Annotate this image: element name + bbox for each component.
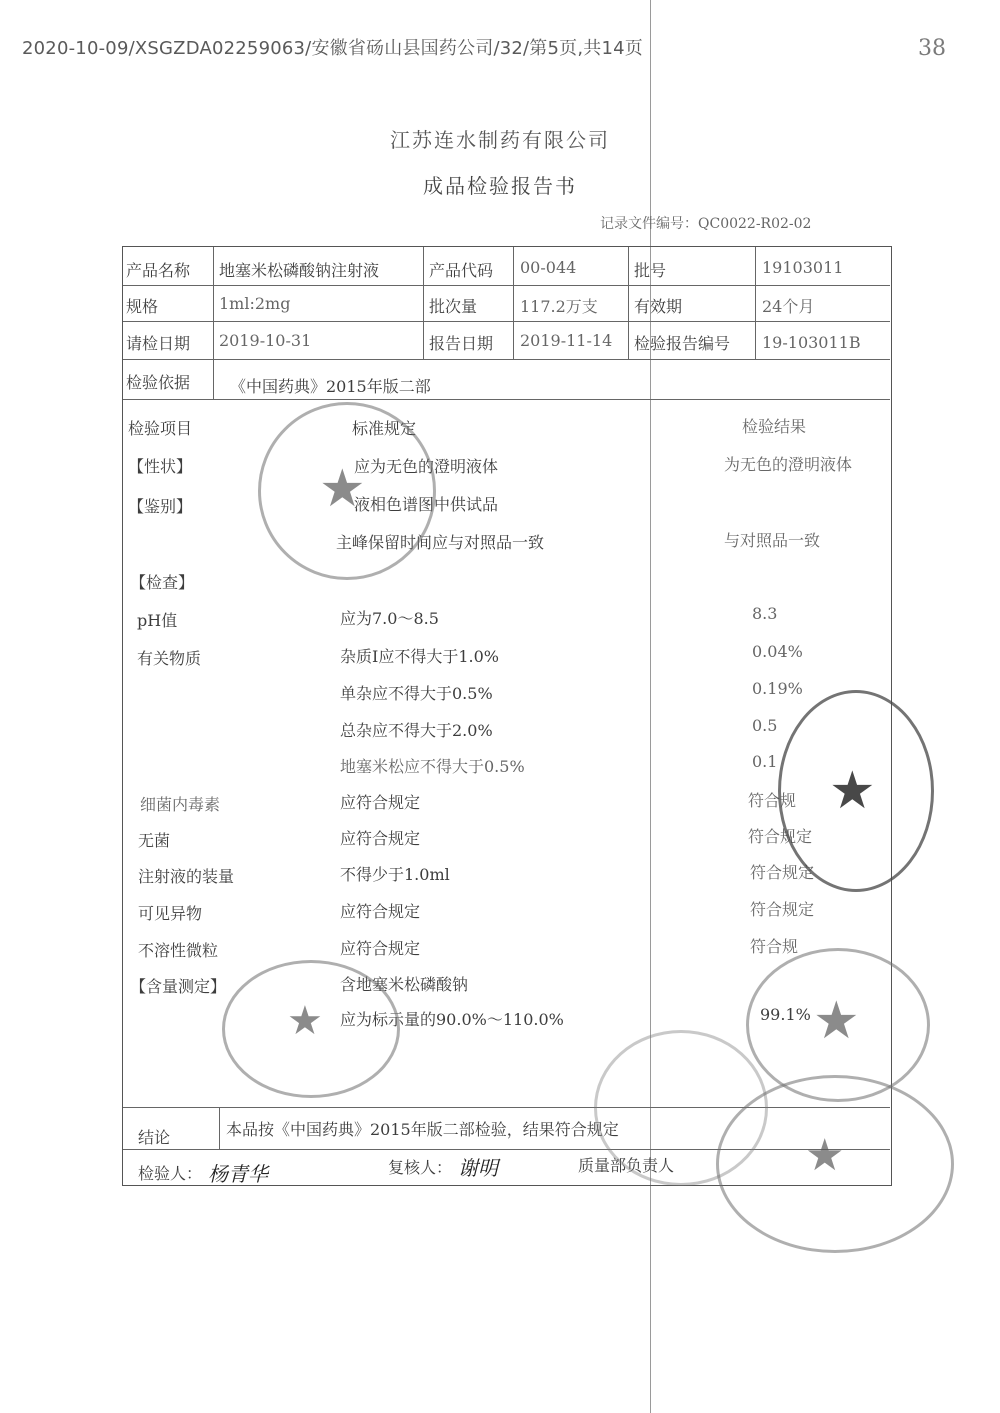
row-standard: 应符合规定 xyxy=(340,939,421,958)
product-name-value: 地塞米松磷酸钠注射液 xyxy=(219,261,380,280)
row-standard: 液相色谱图中供试品 xyxy=(354,495,499,514)
report-date-label: 报告日期 xyxy=(429,334,494,353)
row-result: 0.5 xyxy=(752,716,778,735)
row-standard: 应为标示量的90.0%～110.0% xyxy=(340,1010,564,1029)
row-result: 0.19% xyxy=(752,679,803,698)
request-date-value: 2019-10-31 xyxy=(219,331,312,350)
star-icon: ★ xyxy=(813,991,860,1051)
batch-label: 批号 xyxy=(634,261,667,280)
quality-seal-stamp xyxy=(258,402,436,580)
quality-department-seal-stamp xyxy=(716,1075,954,1253)
row-result: 符合规 xyxy=(750,937,799,956)
distributor-seal-stamp xyxy=(778,690,934,892)
batch-value: 19103011 xyxy=(762,258,844,277)
row-result: 0.04% xyxy=(752,642,803,661)
row-item: 【含量测定】 xyxy=(130,977,227,996)
row-result: 符合规定 xyxy=(750,863,815,882)
column-header-standard: 标准规定 xyxy=(352,419,417,438)
product-code-value: 00-044 xyxy=(520,258,577,277)
spec-value: 1ml:2mg xyxy=(219,294,291,313)
row-result: 符合规 xyxy=(748,791,797,810)
column-header-result: 检验结果 xyxy=(742,417,807,436)
row-item: 【检查】 xyxy=(130,573,195,592)
row-item: 【鉴别】 xyxy=(128,497,193,516)
qa-manager-label: 质量部负责人 xyxy=(578,1156,675,1175)
reviewer-signature: 谢明 xyxy=(458,1156,498,1180)
conclusion-label: 结论 xyxy=(138,1128,171,1147)
row-standard: 应为无色的澄明液体 xyxy=(354,457,499,476)
inspector-label: 检验人： xyxy=(138,1164,203,1183)
row-standard: 地塞米松应不得大于0.5% xyxy=(340,757,525,776)
row-item: 细菌内毒素 xyxy=(140,795,221,814)
row-item: 注射液的装量 xyxy=(138,867,235,886)
row-standard: 应为7.0～8.5 xyxy=(340,609,439,628)
product-name-label: 产品名称 xyxy=(126,261,191,280)
scan-header: 2020-10-09/XSGZDA02259063/安徽省砀山县国药公司/32/第5页,共14页 xyxy=(22,38,643,59)
row-result: 8.3 xyxy=(752,604,778,623)
row-result: 与对照品一致 xyxy=(724,531,821,550)
column-header-item: 检验项目 xyxy=(128,419,193,438)
document-title: 成品检验报告书 xyxy=(423,174,577,198)
row-result: 符合规定 xyxy=(748,827,813,846)
row-standard: 应符合规定 xyxy=(340,902,421,921)
basis-value: 《中国药典》2015年版二部 xyxy=(230,377,431,396)
basis-label: 检验依据 xyxy=(126,373,191,392)
star-icon: ★ xyxy=(829,761,876,821)
record-file-number: 记录文件编号：QC0022-R02-02 xyxy=(600,216,812,232)
row-result: 99.1% xyxy=(760,1005,811,1024)
row-standard: 不得少于1.0ml xyxy=(340,865,450,884)
conclusion-text: 本品按《中国药典》2015年版二部检验，结果符合规定 xyxy=(226,1120,619,1139)
row-standard: 含地塞米松磷酸钠 xyxy=(340,975,469,994)
star-icon: ★ xyxy=(319,459,366,519)
spec-label: 规格 xyxy=(126,297,159,316)
inspector-signature: 杨青华 xyxy=(208,1162,268,1186)
row-standard: 主峰保留时间应与对照品一致 xyxy=(336,533,545,552)
report-date-value: 2019-11-14 xyxy=(520,331,613,350)
row-standard: 单杂应不得大于0.5% xyxy=(340,684,493,703)
batch-qty-label: 批次量 xyxy=(429,297,478,316)
product-code-label: 产品代码 xyxy=(429,261,494,280)
validity-label: 有效期 xyxy=(634,297,683,316)
row-item: 可见异物 xyxy=(138,904,203,923)
row-result: 0.1 xyxy=(752,752,778,771)
department-seal-stamp xyxy=(222,960,400,1098)
star-icon: ★ xyxy=(805,1130,845,1181)
row-result: 为无色的澄明液体 xyxy=(724,455,853,474)
row-item: 无菌 xyxy=(138,831,171,850)
report-no-label: 检验报告编号 xyxy=(634,334,731,353)
row-result: 符合规定 xyxy=(750,900,815,919)
row-standard: 总杂应不得大于2.0% xyxy=(340,721,493,740)
row-item: 【性状】 xyxy=(128,457,193,476)
row-item: pH值 xyxy=(137,611,178,630)
row-item: 有关物质 xyxy=(137,649,202,668)
batch-qty-value: 117.2万支 xyxy=(520,297,598,316)
row-standard: 应符合规定 xyxy=(340,829,421,848)
report-no-value: 19-103011B xyxy=(762,333,861,352)
validity-value: 24个月 xyxy=(762,297,815,316)
company-name: 江苏连水制药有限公司 xyxy=(390,128,610,152)
corner-handwritten-mark: 38 xyxy=(918,36,946,61)
row-standard: 应符合规定 xyxy=(340,793,421,812)
row-item: 不溶性微粒 xyxy=(138,941,219,960)
reviewer-label: 复核人： xyxy=(388,1158,453,1177)
request-date-label: 请检日期 xyxy=(126,334,191,353)
row-standard: 杂质Ⅰ应不得大于1.0% xyxy=(340,647,499,666)
star-icon: ★ xyxy=(287,998,323,1044)
